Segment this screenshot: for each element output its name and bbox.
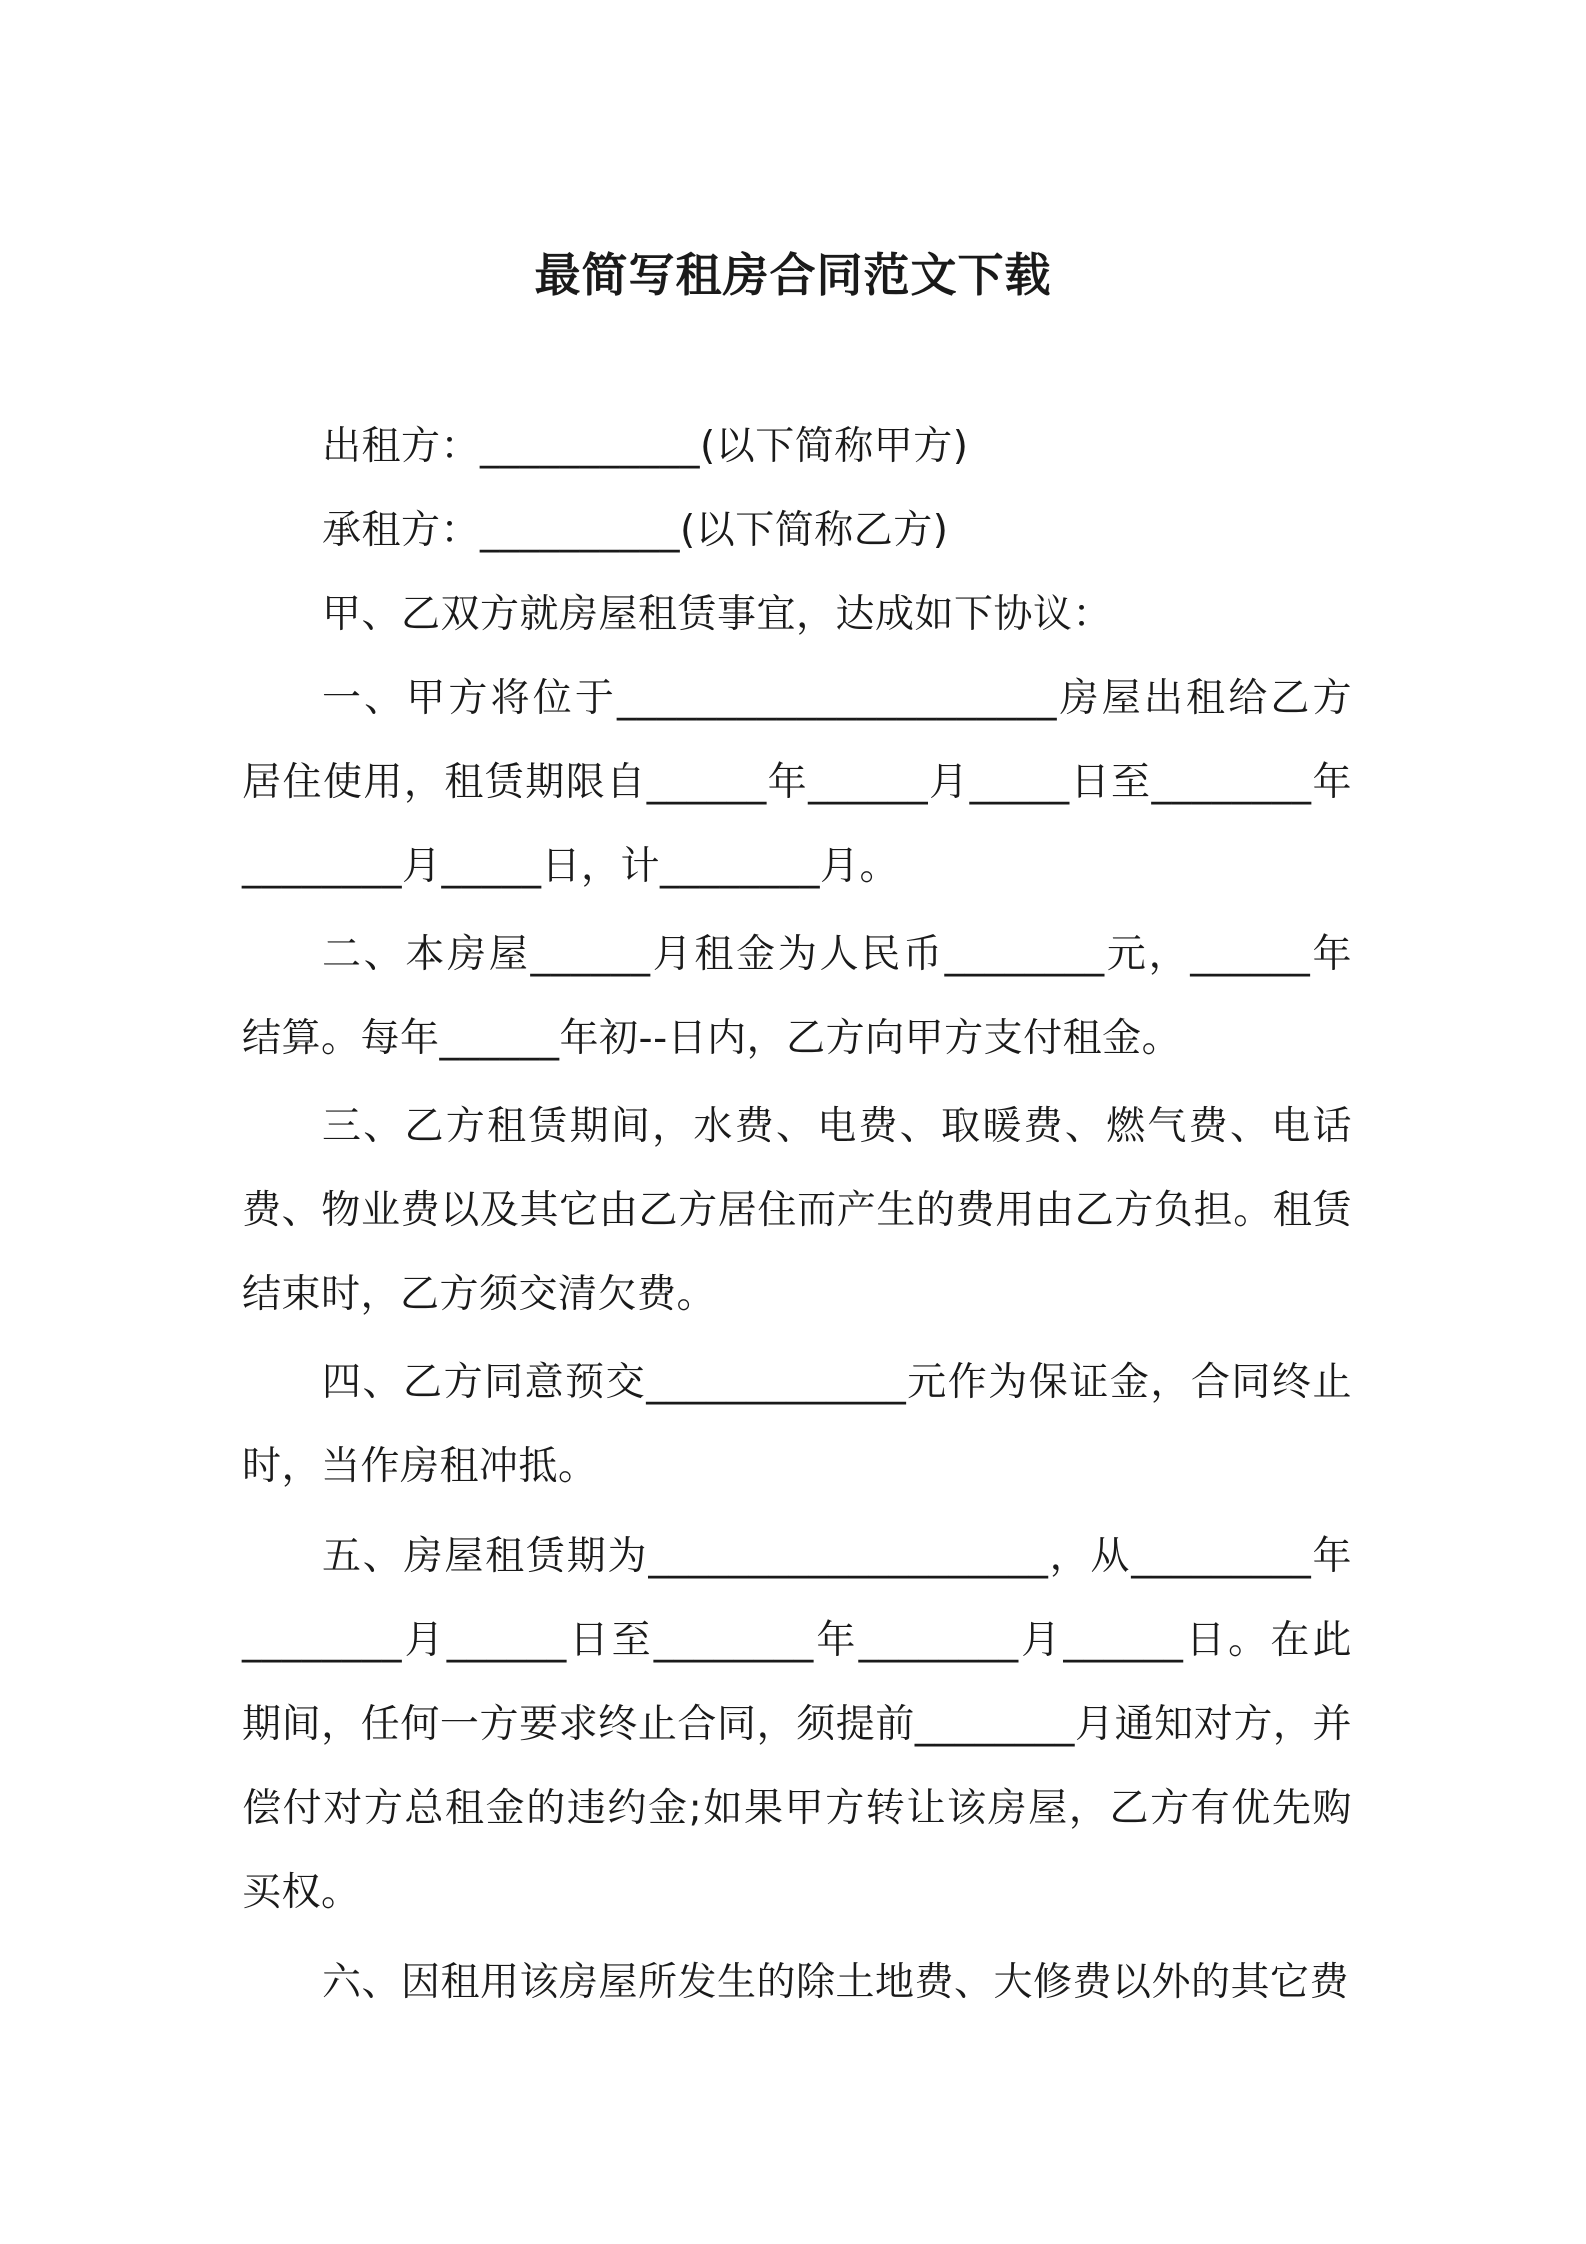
agreement-intro: 甲、乙双方就房屋租赁事宜，达成如下协议： <box>322 592 1113 637</box>
document-title: 最简写租房合同范文下载 <box>534 247 1052 302</box>
clause-4: 四、乙方同意预交_____________元作为保证金，合同终止时，当作房租冲抵。 <box>242 1360 1352 1489</box>
lessee-line: 承租方：__________(以下简称乙方) <box>322 508 949 553</box>
clause-5: 五、房屋租赁期为____________________，从_________年________月______日至________年________月______日。在此期间，任何一方要求终止合同，须提前________月通知对方，并偿付对方总租金的违约金;如果甲方转让该房屋，乙方有优先购买权。 <box>242 1534 1352 1915</box>
clause-3: 三、乙方租赁期间，水费、电费、取暖费、燃气费、电话费、物业费以及其它由乙方居住而产生的费用由乙方负担。租赁结束时，乙方须交清欠费。 <box>242 1104 1352 1317</box>
lessor-line: 出租方：___________(以下简称甲方) <box>322 424 969 469</box>
clause-1: 一、甲方将位于______________________房屋出租给乙方居住使用，租赁期限自______年______月_____日至________年________月_____日，计________月。 <box>242 676 1352 889</box>
document-body <box>242 405 1352 2025</box>
clause-2: 二、本房屋______月租金为人民币________元，______年结算。每年______年初--日内，乙方向甲方支付租金。 <box>242 932 1352 1061</box>
clause-6: 六、因租用该房屋所发生的除土地费、大修费以外的其它费 <box>322 1960 1350 2005</box>
